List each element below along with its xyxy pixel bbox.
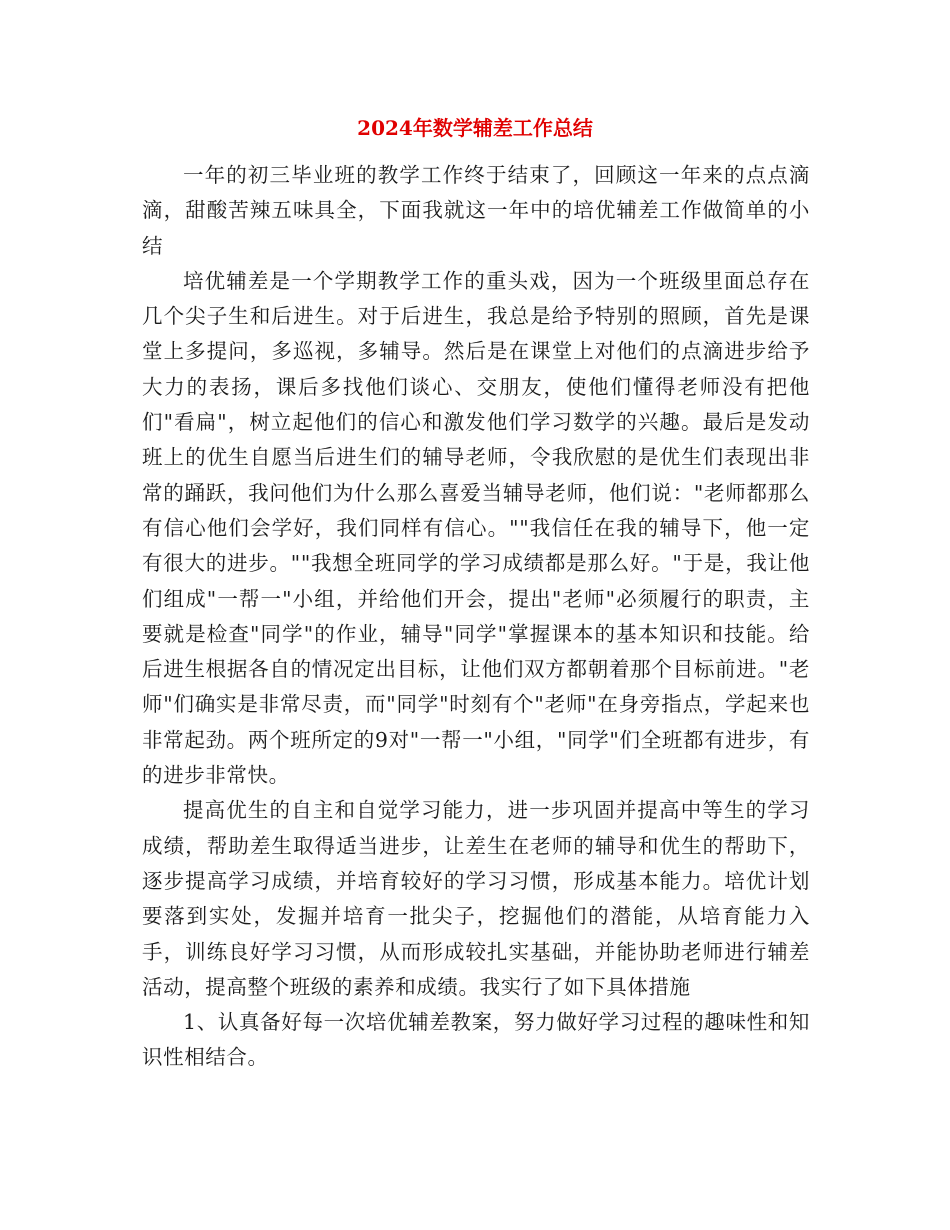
document-body — [142, 158, 810, 1076]
paragraph-goals: 提高优生的自主和自觉学习能力，进一步巩固并提高中等生的学习成绩，帮助差生取得适当进步，让差生在老师的辅导和优生的帮助下，逐步提高学习成绩，并培育较好的学习习惯，形成基本能力。培优计划要落到实处，发掘并培育一批尖子，挖掘他们的潜能，从培育能力入手，训练良好学习习惯，从而形成较扎实基础，并能协助老师进行辅差活动，提高整个班级的素养和成绩。我实行了如下具体措施 — [142, 798, 810, 999]
paragraph-tutoring: 培优辅差是一个学期教学工作的重头戏，因为一个班级里面总存在几个尖子生和后进生。对于后进生，我总是给予特别的照顾，首先是课堂上多提问，多巡视，多辅导。然后是在课堂上对他们的点滴进步给予大力的表扬，课后多找他们谈心、交朋友，使他们懂得老师没有把他们"看扁"，树立起他们的信心和激发他们学习数学的兴趣。最后是发动班上的优生自愿当后进生们的辅导老师，令我欣慰的是优生们表现出非常的踊跃，我问他们为什么那么喜爱当辅导老师，他们说："老师都那么有信心他们会学好，我们同样有信心。""我信任在我的辅导下，他一定有很大的进步。""我想全班同学的学习成绩都是那么好。"于是，我让他们组成"一帮一"小组，并给他们开会，提出"老师"必须履行的职责，主要就是检查"同学"的作业，辅导"同学"掌握课本的基本知识和技能。给后进生根据各自的情况定出目标，让他们双方都朝着那个目标前进。"老师"们确实是非常尽责，而"同学"时刻有个"老师"在身旁指点，学起来也非常起劲。两个班所定的9对"一帮一"小组，"同学"们全班都有进步，有的进步非常快。 — [142, 268, 810, 788]
paragraph-intro: 一年的初三毕业班的教学工作终于结束了，回顾这一年来的点点滴滴，甜酸苦辣五味具全，下面我就这一年中的培优辅差工作做简单的小结 — [142, 163, 810, 258]
document-title: 2024年数学辅差工作总结 — [357, 116, 593, 140]
paragraph-measure-1: 1、认真备好每一次培优辅差教案，努力做好学习过程的趣味性和知识性相结合。 — [142, 1010, 810, 1070]
